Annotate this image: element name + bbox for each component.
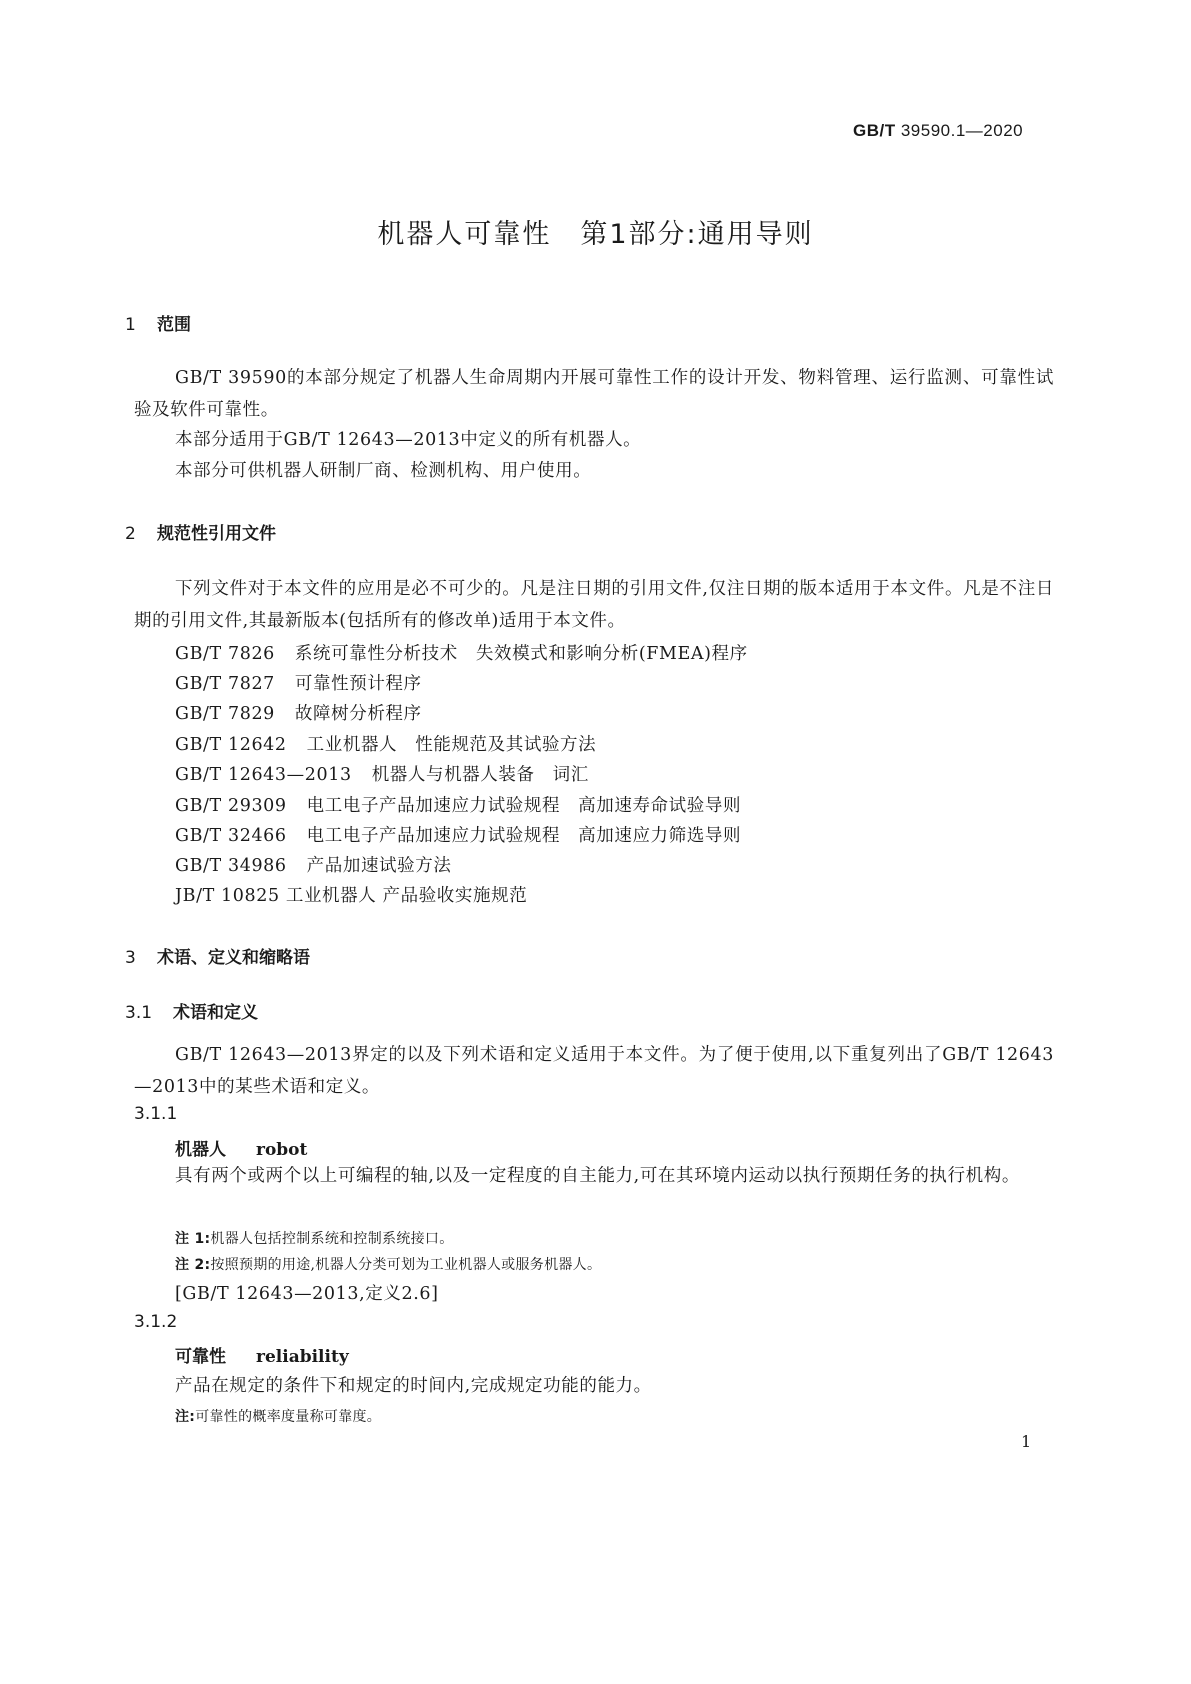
term-zh: 可靠性 [175, 1347, 226, 1367]
section-3-heading [125, 943, 310, 968]
subsection-heading [125, 998, 258, 1023]
reference-item [175, 700, 422, 725]
term-en: reliability [256, 1347, 349, 1367]
term-note [175, 1406, 381, 1426]
term-heading [175, 1135, 307, 1160]
paragraph: GB/T 39590的本部分规定了机器人生命周期内开展可靠性工作的设计开发、物料管理、运行监测、可靠性试验及软件可靠性。 [134, 368, 1054, 420]
paragraph: GB/T 12643—2013界定的以及下列术语和定义适用于本文件。为了便于使用,以下重复列出了GB/T 12643—2013中的某些术语和定义。 [134, 1045, 1054, 1097]
paragraph: 本部分可供机器人研制厂商、检测机构、用户使用。 [175, 461, 592, 481]
reference-title: 电工电子产品加速应力试验规程 高加速寿命试验导则 [306, 796, 742, 816]
note-label: 注 2: [175, 1257, 211, 1273]
paragraph: 本部分适用于GB/T 12643—2013中定义的所有机器人。 [175, 430, 642, 450]
note-label: 注: [175, 1409, 196, 1425]
reference-code: GB/T 12642 [175, 735, 287, 755]
term-heading [175, 1342, 349, 1367]
section-number: 2 [125, 524, 136, 544]
reference-code: GB/T 34986 [175, 856, 287, 876]
note-text: 机器人包括控制系统和控制系统接口。 [210, 1231, 454, 1247]
term-definition: 产品在规定的条件下和规定的时间内,完成规定功能的能力。 [175, 1376, 652, 1396]
section-title: 术语、定义和缩略语 [157, 948, 310, 968]
reference-item [175, 670, 422, 695]
reference-item [175, 731, 596, 756]
section-title: 范围 [157, 315, 191, 335]
term-zh: 机器人 [175, 1140, 226, 1160]
reference-title: 工业机器人 性能规范及其试验方法 [306, 735, 597, 755]
reference-item [175, 792, 741, 817]
reference-code: GB/T 32466 [175, 826, 287, 846]
page-number: 1 [1021, 1432, 1032, 1451]
reference-title: 可靠性预计程序 [294, 674, 422, 694]
standard-number [853, 121, 1023, 141]
term-number: 3.1.2 [134, 1312, 178, 1332]
term-note [175, 1228, 454, 1248]
term-definition: 具有两个或两个以上可编程的轴,以及一定程度的自主能力,可在其环境内运动以执行预期任务的执行机构。 [175, 1166, 1020, 1186]
term-source: [GB/T 12643—2013,定义2.6] [175, 1284, 439, 1304]
section-2-heading [125, 519, 276, 544]
reference-title: 电工电子产品加速应力试验规程 高加速应力筛选导则 [306, 826, 742, 846]
note-text: 按照预期的用途,机器人分类可划为工业机器人或服务机器人。 [210, 1257, 602, 1273]
subsection-title: 术语和定义 [173, 1003, 258, 1023]
reference-item [175, 640, 748, 665]
reference-code: GB/T 7829 [175, 704, 275, 724]
reference-item [175, 822, 741, 847]
section-number: 1 [125, 315, 136, 335]
reference-title: 产品加速试验方法 [306, 856, 452, 876]
note-label: 注 1: [175, 1231, 211, 1247]
section-1-heading [125, 310, 191, 335]
reference-title: 系统可靠性分析技术 失效模式和影响分析(FMEA)程序 [294, 644, 748, 664]
term-number: 3.1.1 [134, 1104, 178, 1124]
term-en: robot [256, 1140, 308, 1160]
reference-title: 机器人与机器人装备 词汇 [371, 765, 589, 785]
reference-code: GB/T 12643—2013 [175, 765, 352, 785]
reference-item: JB/T 10825 工业机器人 产品验收实施规范 [175, 886, 528, 906]
reference-title: 故障树分析程序 [294, 704, 422, 724]
reference-code: GB/T 29309 [175, 796, 287, 816]
reference-code: GB/T 7826 [175, 644, 275, 664]
term-note [175, 1254, 601, 1274]
reference-item [175, 761, 589, 786]
standard-code: 39590.1—2020 [900, 121, 1024, 140]
section-number: 3 [125, 948, 136, 968]
note-text: 可靠性的概率度量称可靠度。 [195, 1409, 382, 1425]
page-title: 机器人可靠性 第1部分:通用导则 [377, 219, 814, 250]
standard-prefix: GB/T [853, 121, 896, 140]
paragraph: 下列文件对于本文件的应用是必不可少的。凡是注日期的引用文件,仅注日期的版本适用于本文件。凡是不注日期的引用文件,其最新版本(包括所有的修改单)适用于本文件。 [134, 579, 1054, 631]
section-title: 规范性引用文件 [157, 524, 276, 544]
reference-code: GB/T 7827 [175, 674, 275, 694]
subsection-number: 3.1 [125, 1003, 153, 1023]
reference-item [175, 852, 451, 877]
